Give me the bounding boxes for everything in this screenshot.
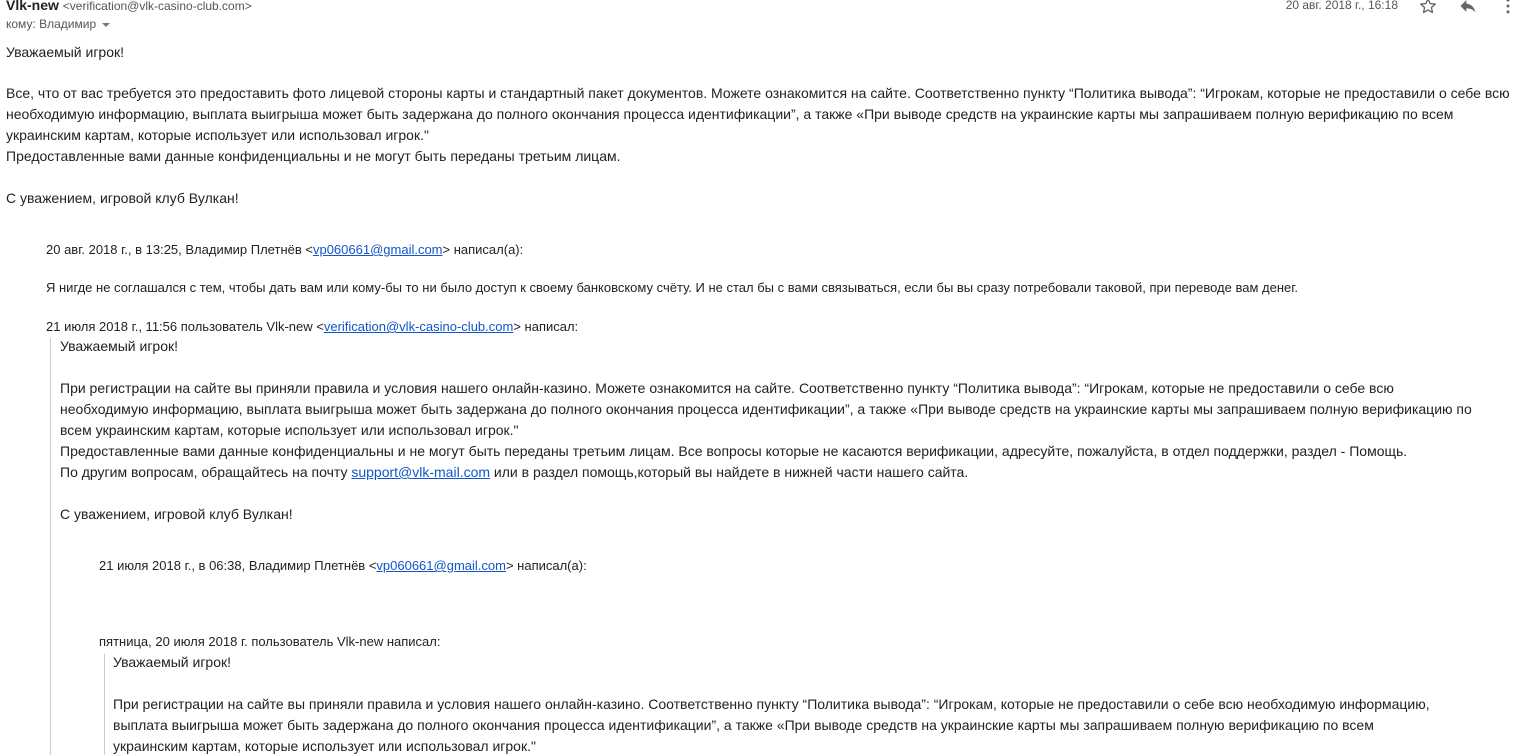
recipient-line[interactable] [6,16,110,32]
email-link[interactable]: vp060661@gmail.com [312,242,443,257]
message-body-line: Предоставленные вами данные конфиденциальны и не могут быть переданы третьим лицам. [6,148,621,164]
reply-icon[interactable] [1456,0,1480,18]
quoted-body-line: всем украинским картам, которые использует или использовал игрок." [60,422,519,438]
quote-bar [50,338,51,755]
sender-name[interactable]: Vlk-new [6,0,59,13]
message-body-line: украинским картам, которые использует или использовал игрок." [6,127,429,143]
attribution-text: > написал(а): [442,242,524,257]
quoted-reply-text: Я нигде не соглашался с тем, чтобы дать вам или кому-бы то ни было доступ к своему банковскому счёту. И не стал бы с вами связываться, если бы вы сразу потребовали таковой, при переводе вам денег. [46,280,1298,295]
quoted-body-line: При регистрации на сайте вы приняли правила и условия нашего онлайн-казино. Можете ознакомится на сайте. Соответственно пункту “Политика вывода”: “Игрокам, которые не предоставили о себе всю [60,380,1394,396]
quoted-greeting: Уважаемый игрок! [113,654,232,670]
sender[interactable] [6,0,252,15]
attribution-text: 21 июля 2018 г., 11:56 пользователь Vlk-new < [46,319,324,334]
sender-email[interactable]: <verification@vlk-casino-club.com> [62,0,252,13]
email-link[interactable]: verification@vlk-casino-club.com [323,319,514,334]
message-body-line: Все, что от вас требуется это предоставить фото лицевой стороны карты и стандартный пакет документов. Можете ознакомится на сайте. Соответственно пункту “Политика вывода”: “Игрокам, которые не предоставили о себе всю [6,85,1510,101]
quoted-body-line: При регистрации на сайте вы приняли правила и условия нашего онлайн-казино. Соответственно пункту “Политика вывода”: “Игрокам, которые не предоставили о себе всю необходимую информацию, [113,696,1430,712]
support-text: По другим вопросам, обращайтесь на почту [60,464,352,480]
quoted-signature: С уважением, игровой клуб Вулкан! [60,506,293,522]
quote-attribution [46,316,578,337]
quote-bar [104,654,105,755]
support-text: или в раздел помощь,который вы найдете в нижней части нашего сайта. [490,464,969,480]
recipient-label: кому: Владимир [6,17,97,31]
quote-attribution [99,556,587,576]
quoted-body-line: украинским картам, которые использует или использовал игрок." [113,738,536,754]
message-header [0,0,1532,40]
message-greeting: Уважаемый игрок! [6,44,125,60]
quoted-greeting: Уважаемый игрок! [60,338,179,354]
attribution-text: 20 авг. 2018 г., в 13:25, Владимир Плетнёв < [46,242,313,257]
quoted-body-line: Предоставленные вами данные конфиденциальны и не могут быть переданы третьим лицам. Все вопросы которые не касаются верификации, адресуйте, пожалуйста, в отдел поддержки, раздел - Помощь. [60,443,1408,459]
message-signature: С уважением, игровой клуб Вулкан! [6,190,239,206]
message-date: 20 авг. 2018 г., 16:18 [1285,0,1398,12]
email-link[interactable]: vp060661@gmail.com [376,558,506,573]
star-icon[interactable] [1416,0,1440,18]
quoted-body-line: необходимую информацию, выплата выигрыша может быть задержана до полного окончания процесса идентификации”, а также «При выводе средств на украинские карты мы запрашиваем полную верификацию по [60,401,1472,417]
quoted-support-line [60,462,968,483]
quoted-body-line: выплата выигрыша может быть задержана до полного окончания процесса идентификации”, а также «При выводе средств на украинские карты мы запрашиваем полную верификацию по всем [113,717,1374,733]
chevron-down-icon[interactable] [102,23,110,27]
message-body-line: необходимую информацию, выплата выигрыша может быть задержана до полного окончания процесса идентификации”, а также «При выводе средств на украинские карты мы запрашиваем полную верификацию по всем [6,106,1454,122]
more-vert-icon[interactable] [1496,0,1520,18]
quote-attribution [46,240,523,260]
quote-attribution: пятница, 20 июля 2018 г. пользователь Vlk-new написал: [99,634,441,649]
attribution-text: > написал: [513,319,579,334]
support-email-link[interactable]: support@vlk-mail.com [351,464,491,480]
attribution-text: 21 июля 2018 г., в 06:38, Владимир Плетнёв < [99,558,377,573]
attribution-text: > написал(а): [505,558,587,573]
